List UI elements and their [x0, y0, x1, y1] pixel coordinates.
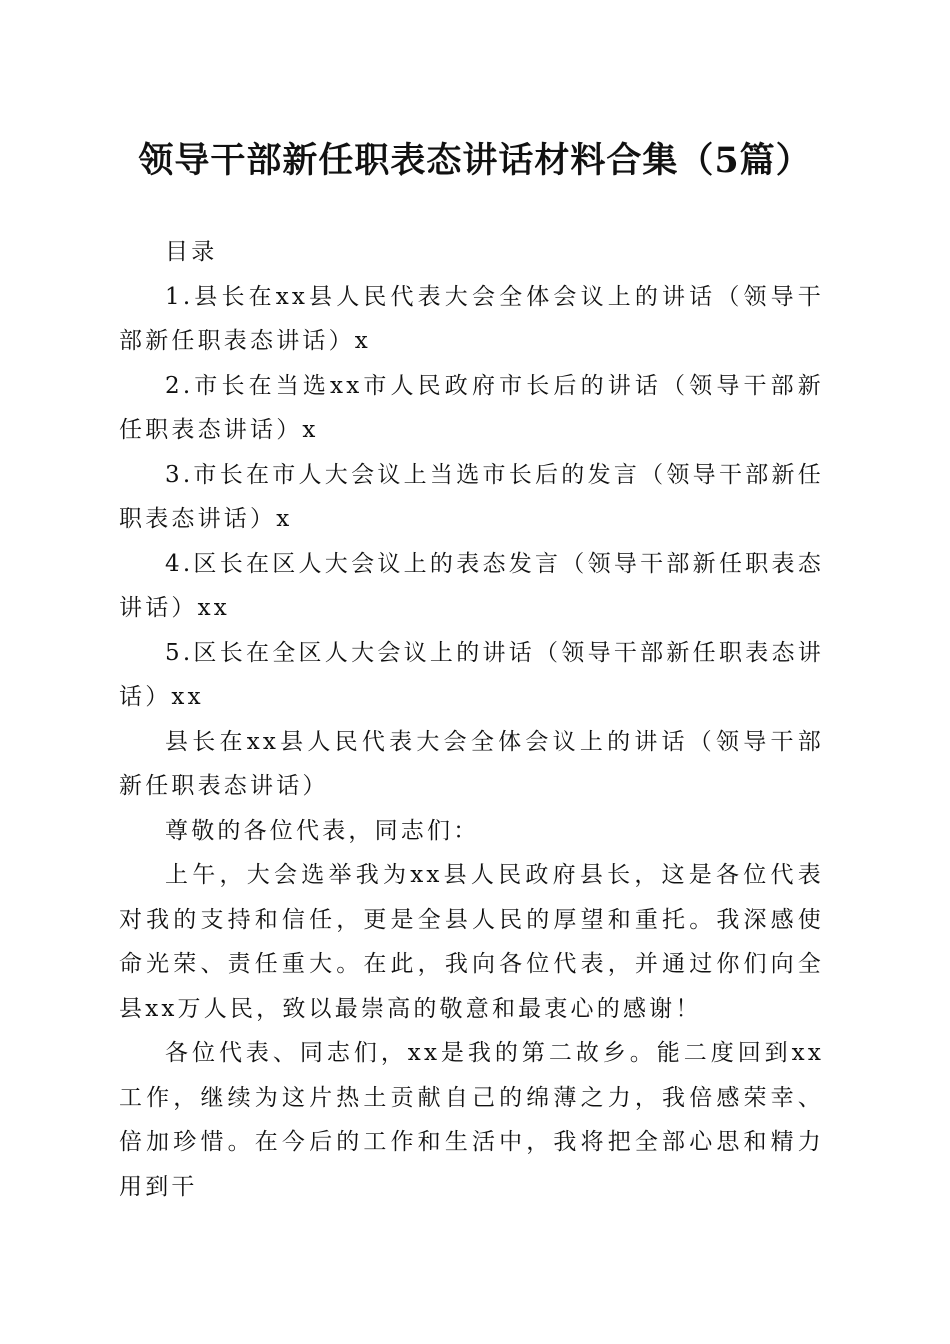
salutation: 尊敬的各位代表，同志们：	[165, 817, 480, 844]
toc-heading: 目录	[165, 239, 218, 265]
section-title: 县长在xx县人民代表大会全体会议上的讲话（领导干部新任职表态讲话）	[119, 728, 824, 799]
body-paragraph-1: 上午，大会选举我为xx县人民政府县长，这是各位代表对我的支持和信任，更是全县人民的厚望和重托。我深感使命光荣、责任重大。在此，我向各位代表，并通过你们向全县xx万人民，致以最崇高的敬意和最衷心的感谢！	[119, 862, 824, 1022]
document-title: 领导干部新任职表态讲话材料合集（5篇）	[138, 140, 812, 181]
toc-item-5: 5.区长在全区人大会议上的讲话（领导干部新任职表态讲话）xx	[119, 639, 824, 710]
toc-item-3: 3.市长在市人大会议上当选市长后的发言（领导干部新任职表态讲话）x	[119, 461, 824, 532]
toc-item-2: 2.市长在当选xx市人民政府市长后的讲话（领导干部新任职表态讲话）x	[119, 372, 824, 443]
toc-item-1: 1.县长在xx县人民代表大会全体会议上的讲话（领导干部新任职表态讲话）x	[119, 283, 824, 354]
toc-item-4: 4.区长在区人大会议上的表态发言（领导干部新任职表态讲话）xx	[119, 550, 824, 621]
document-body	[119, 230, 824, 1209]
body-paragraph-2: 各位代表、同志们，xx是我的第二故乡。能二度回到xx工作，继续为这片热土贡献自己的绵薄之力，我倍感荣幸、倍加珍惜。在今后的工作和生活中，我将把全部心思和精力用到干	[119, 1040, 824, 1200]
